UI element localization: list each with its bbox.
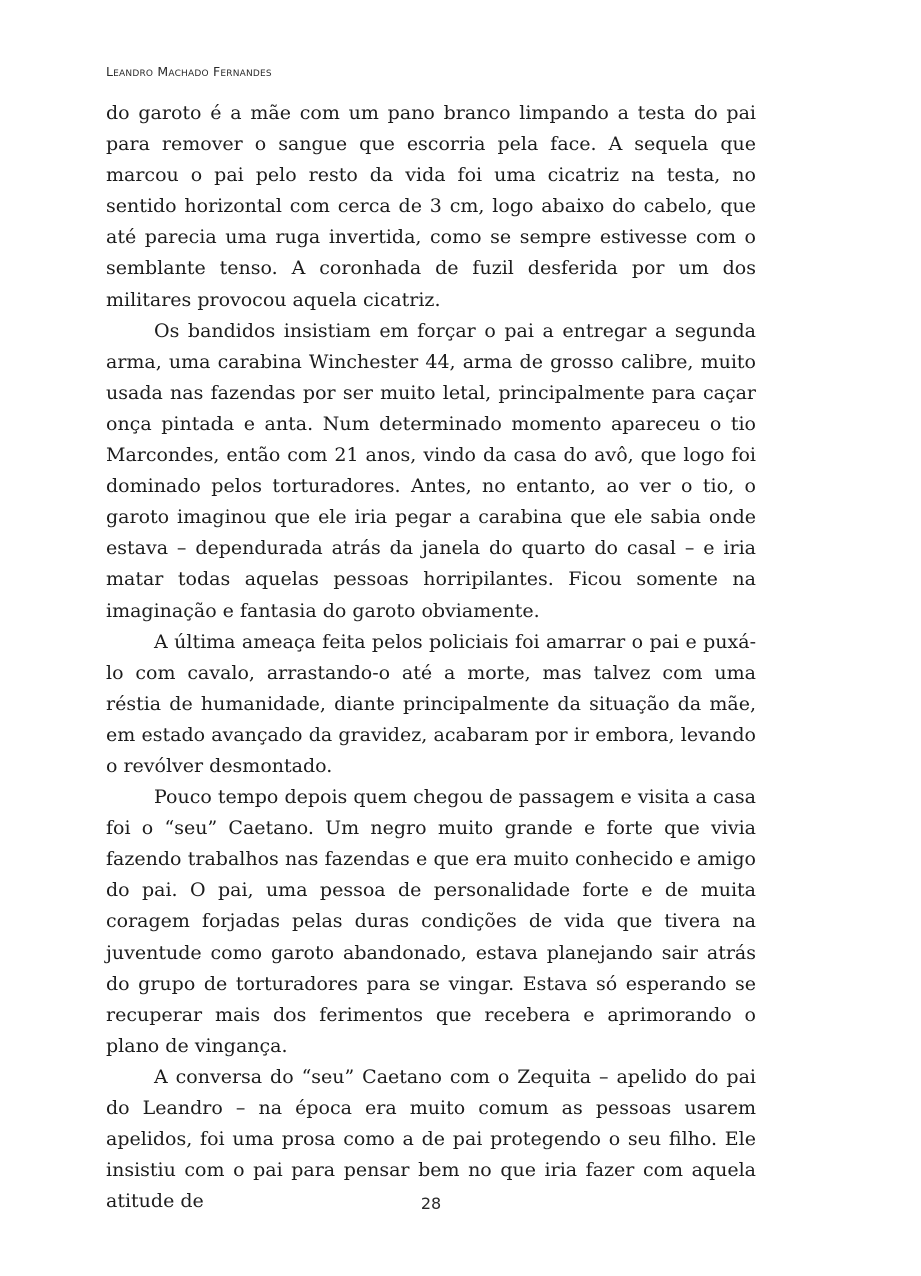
paragraph: Os bandidos insistiam em forçar o pai a entregar a segunda arma, uma carabina Winchester 44, arma de grosso calibre, muito usada nas fazendas por ser muito letal, principalmente para caçar onça pintada e anta. Num determinado momento apareceu o tio Marcondes, então com 21 anos, vindo da casa do avô, que logo foi dominado pelos torturadores. Antes, no entanto, ao ver o tio, o garoto imaginou que ele iria pegar a carabina que ele sabia onde estava – dependurada atrás da janela do quarto do casal – e iria matar todas aquelas pessoas horripilantes. Ficou somente na imaginação e fantasia do garoto obviamente. <box>106 319 756 622</box>
paragraph: A última ameaça feita pelos policiais foi amarrar o pai e puxá-lo com cavalo, arrastando-o até a morte, mas talvez com uma réstia de humanidade, diante principalmente da situação da mãe, em estado avançado da gravidez, acabaram por ir embora, levando o revólver desmontado. <box>106 630 756 777</box>
running-header: Leandro Machado Fernandes <box>106 64 272 79</box>
paragraph-continuation: do garoto é a mãe com um pano branco limpando a testa do pai para remover o sangue que escorria pela face. A sequela que marcou o pai pelo resto da vida foi uma cicatriz na testa, no sentido horizontal com cerca de 3 cm, logo abaixo do cabelo, que até parecia uma ruga invertida, como se sempre estivesse com o semblante tenso. A coronhada de fuzil desferida por um dos militares provocou aquela cicatriz. <box>106 102 756 311</box>
page-number: 28 <box>420 1194 442 1213</box>
paragraph: Pouco tempo depois quem chegou de passagem e visita a casa foi o “seu” Caetano. Um negro muito grande e forte que vivia fazendo trabalhos nas fazendas e que era muito conhecido e amigo do pai. O pai, uma pessoa de personalidade forte e de muita coragem forjadas pelas duras condições de vida que tivera na juventude como garoto abandonado, estava planejando sair atrás do grupo de torturadores para se vingar. Estava só esperando se recuperar mais dos ferimentos que recebera e aprimorando o plano de vingança. <box>106 786 756 1057</box>
body-text <box>106 98 756 1217</box>
paragraph: A conversa do “seu” Caetano com o Zequita – apelido do pai do Leandro – na época era muito comum as pessoas usarem apelidos, foi uma prosa como a de pai protegendo o seu filho. Ele insistiu com o pai para pensar bem no que iria fazer com aquela atitude de <box>106 1065 756 1213</box>
